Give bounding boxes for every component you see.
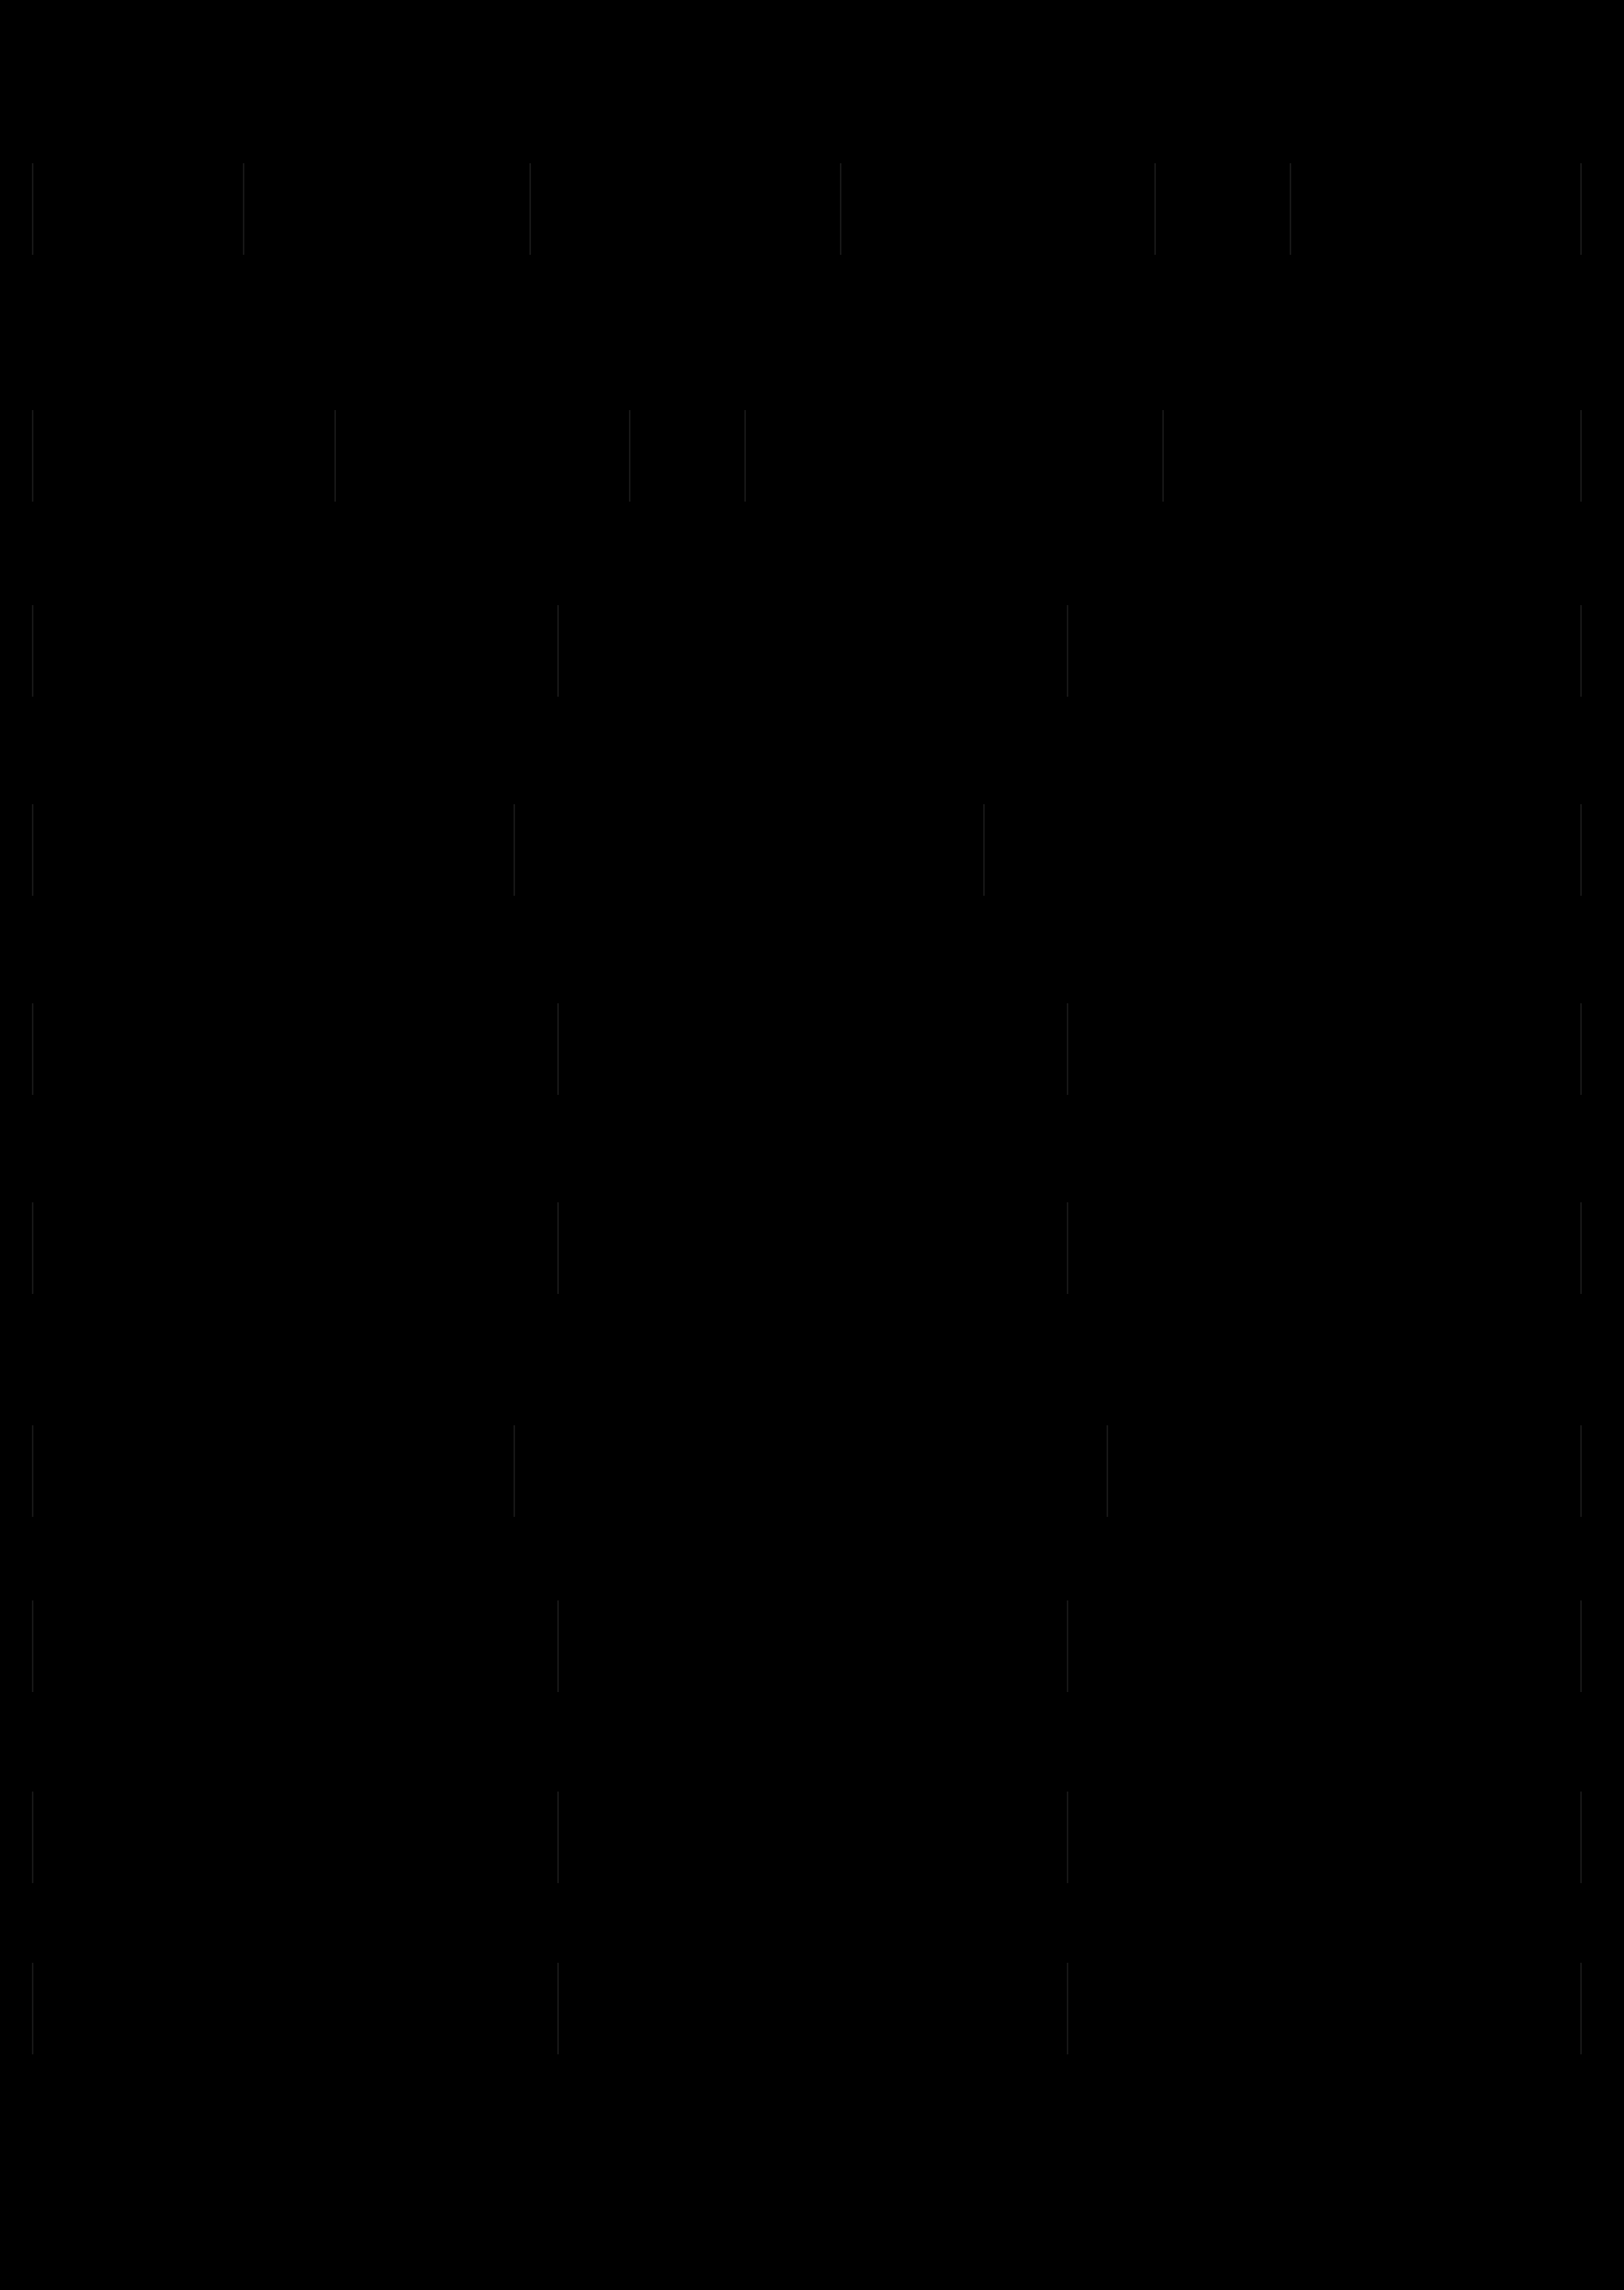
column-tick — [1580, 605, 1582, 697]
column-tick — [529, 163, 531, 255]
column-tick — [1580, 1425, 1582, 1517]
column-tick — [1067, 1202, 1068, 1294]
text-row — [0, 1792, 1624, 1883]
column-tick — [557, 1202, 559, 1294]
column-tick — [1290, 163, 1291, 255]
column-tick — [557, 1003, 559, 1095]
column-tick — [32, 1202, 33, 1294]
column-tick — [334, 410, 336, 502]
text-row — [0, 163, 1624, 255]
column-tick — [1067, 1003, 1068, 1095]
text-row — [0, 1425, 1624, 1517]
column-tick — [629, 410, 630, 502]
column-tick — [1580, 1792, 1582, 1883]
text-row — [0, 1202, 1624, 1294]
column-tick — [1580, 1003, 1582, 1095]
text-row — [0, 1600, 1624, 1692]
column-tick — [32, 1003, 33, 1095]
column-tick — [840, 163, 841, 255]
column-tick — [557, 1963, 559, 2054]
column-tick — [983, 804, 985, 896]
text-row — [0, 1963, 1624, 2054]
column-tick — [32, 1792, 33, 1883]
column-tick — [744, 410, 746, 502]
text-row — [0, 410, 1624, 502]
column-tick — [1154, 163, 1156, 255]
column-tick — [1162, 410, 1164, 502]
column-tick — [32, 1963, 33, 2054]
column-tick — [243, 163, 244, 255]
column-tick — [1107, 1425, 1108, 1517]
column-tick — [1580, 1963, 1582, 2054]
column-tick — [1580, 410, 1582, 502]
text-row — [0, 1003, 1624, 1095]
column-tick — [32, 804, 33, 896]
text-row — [0, 804, 1624, 896]
column-tick — [32, 163, 33, 255]
column-tick — [32, 605, 33, 697]
column-tick — [32, 410, 33, 502]
column-tick — [557, 1792, 559, 1883]
column-tick — [1580, 804, 1582, 896]
column-tick — [557, 1600, 559, 1692]
column-tick — [1067, 1963, 1068, 2054]
column-tick — [32, 1425, 33, 1517]
column-tick — [1067, 1792, 1068, 1883]
column-tick — [1067, 605, 1068, 697]
column-tick — [1580, 163, 1582, 255]
column-tick — [1580, 1202, 1582, 1294]
column-tick — [1580, 1600, 1582, 1692]
column-tick — [1067, 1600, 1068, 1692]
column-tick — [557, 605, 559, 697]
column-tick — [32, 1600, 33, 1692]
text-row — [0, 605, 1624, 697]
column-tick — [513, 804, 515, 896]
column-tick — [513, 1425, 515, 1517]
